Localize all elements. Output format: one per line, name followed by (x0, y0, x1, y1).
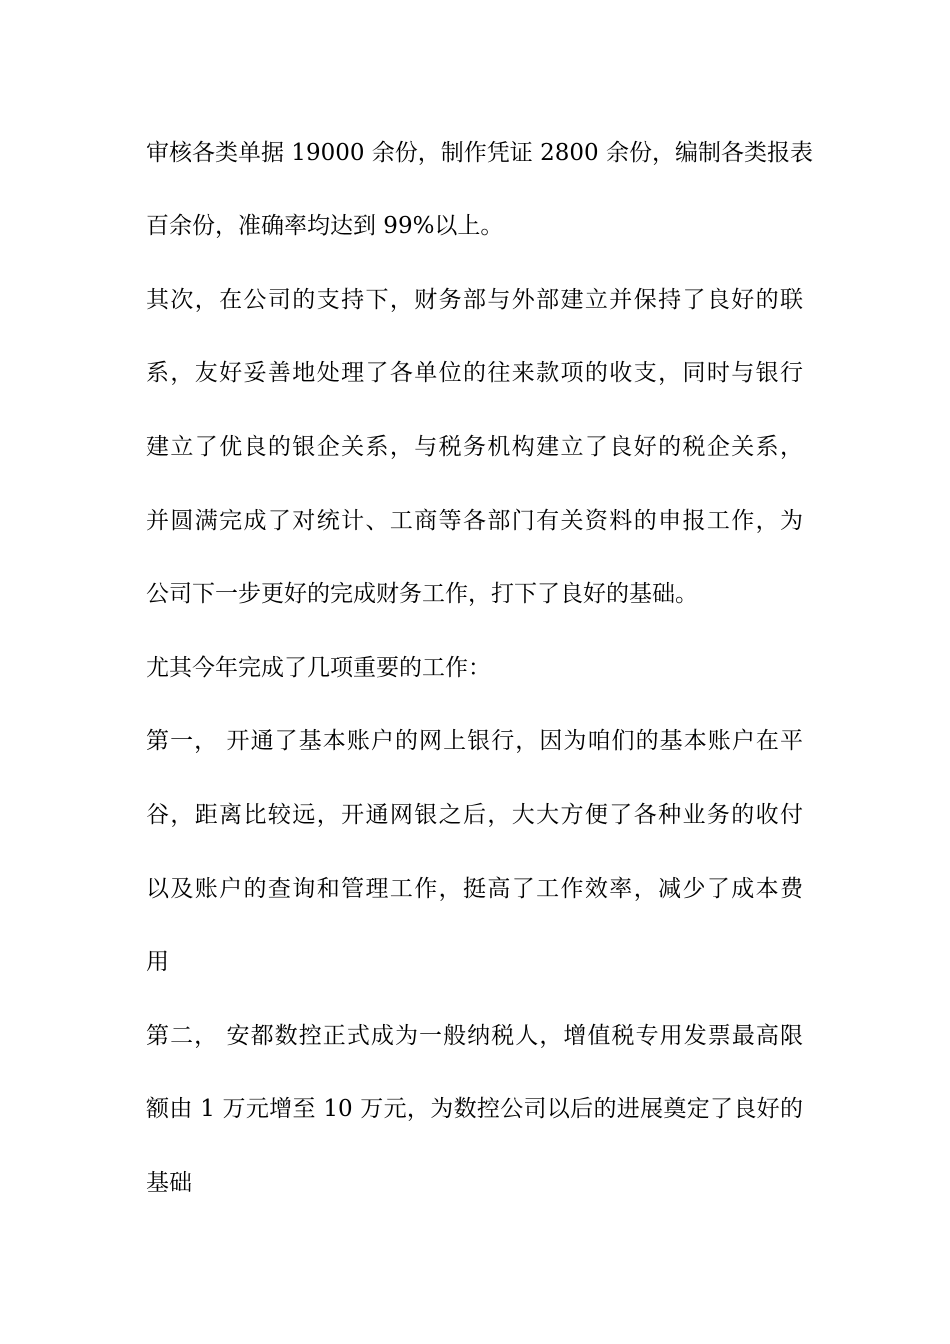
paragraph-line-4: 系，友好妥善地处理了各单位的往来款项的收支，同时与银行 (146, 360, 803, 386)
paragraph-line-8: 尤其今年完成了几项重要的工作： (146, 655, 491, 681)
paragraph-line-6: 并圆满完成了对统计、工商等各部门有关资料的申报工作，为 (146, 508, 803, 534)
paragraph-line-15: 基础 (146, 1170, 192, 1196)
paragraph-line-14: 额由 1 万元增至 10 万元，为数控公司以后的进展奠定了良好的 (146, 1096, 803, 1122)
paragraph-line-7: 公司下一步更好的完成财务工作，打下了良好的基础。 (146, 581, 698, 607)
paragraph-line-12: 用 (146, 949, 169, 975)
paragraph-line-13: 第二， 安都数控正式成为一般纳税人，增值税专用发票最高限 (146, 1023, 803, 1049)
paragraph-line-2: 百余份，准确率均达到 99%以上。 (146, 213, 504, 239)
paragraph-line-1: 审核各类单据 19000 余份，制作凭证 2800 余份，编制各类报表 (146, 140, 813, 166)
paragraph-line-9: 第一， 开通了基本账户的网上银行，因为咱们的基本账户在平 (146, 728, 803, 754)
paragraph-line-11: 以及账户的查询和管理工作，挺高了工作效率，减少了成本费 (146, 876, 803, 902)
paragraph-line-5: 建立了优良的银企关系，与税务机构建立了良好的税企关系， (146, 434, 803, 460)
paragraph-line-10: 谷，距离比较远，开通网银之后，大大方便了各种业务的收付 (146, 802, 803, 828)
paragraph-line-3: 其次，在公司的支持下，财务部与外部建立并保持了良好的联 (146, 287, 803, 313)
